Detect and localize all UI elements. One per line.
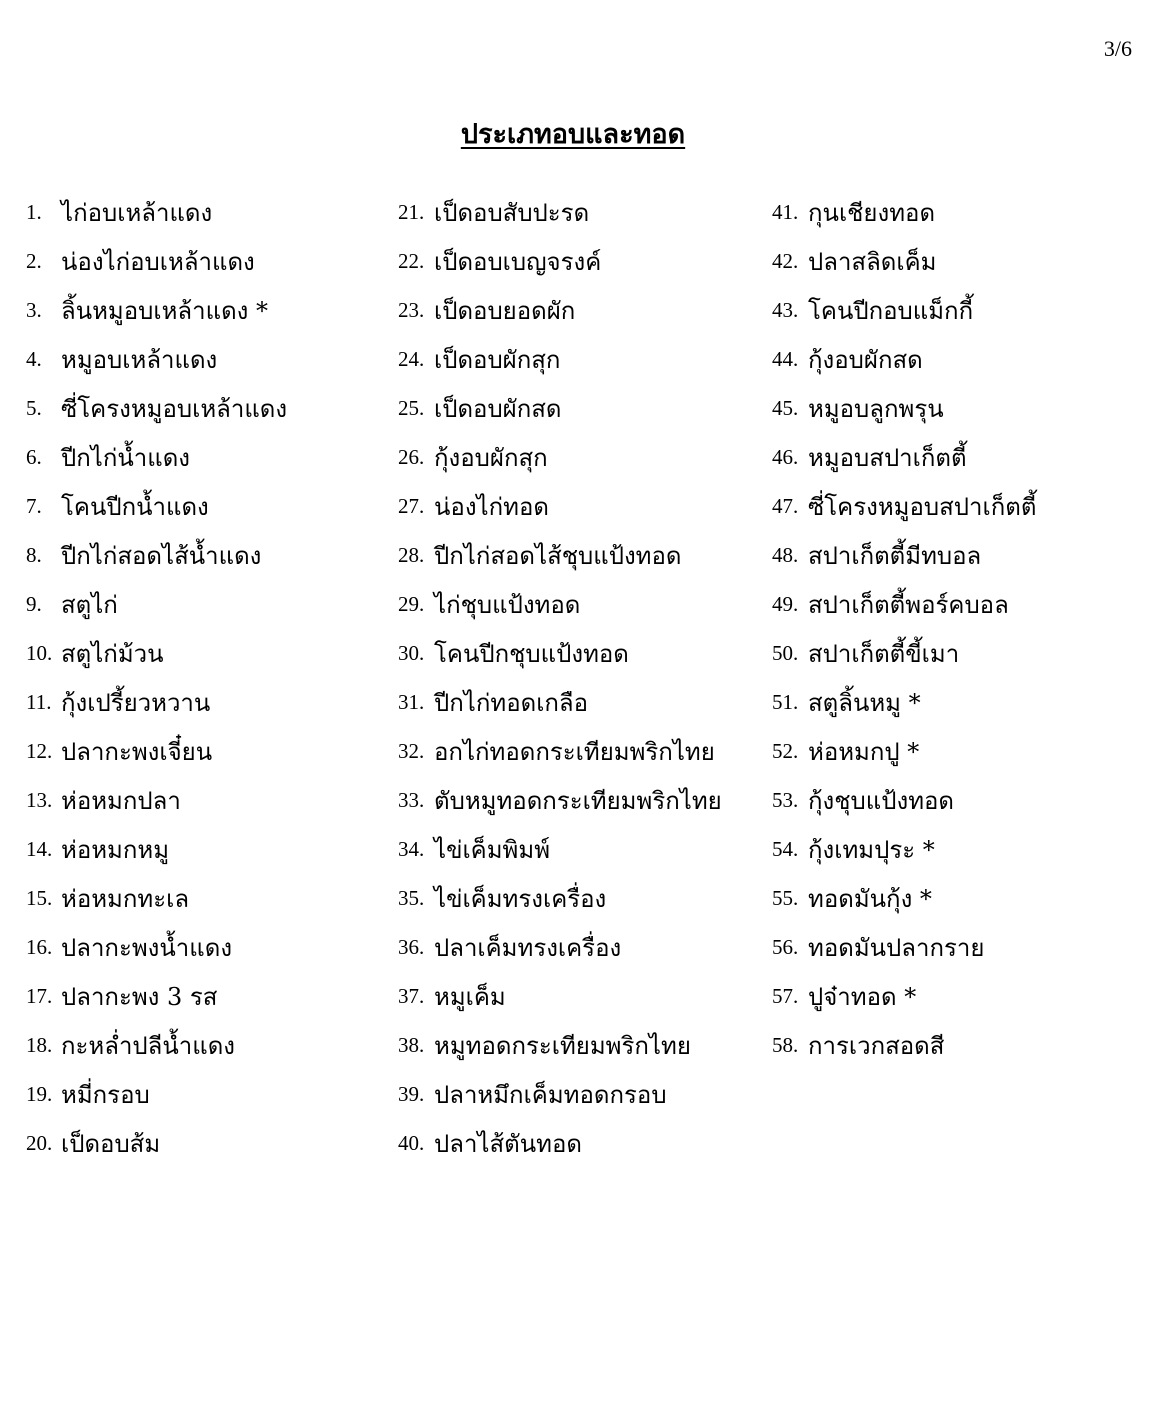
menu-item-number: 57.	[772, 984, 799, 1008]
menu-item-name: เป็ดอบสับปะรด	[434, 199, 590, 227]
menu-item-name: เป็ดอบผักสด	[434, 395, 562, 423]
menu-item	[772, 580, 1152, 629]
menu-item-name: ปลาสลิดเค็ม	[808, 248, 937, 276]
page-title: ประเภทอบและทอด	[460, 119, 686, 150]
menu-item	[772, 384, 1152, 433]
menu-item	[26, 335, 386, 384]
menu-item	[772, 825, 1152, 874]
menu-item-name: ห่อหมกปลา	[61, 787, 181, 815]
menu-item-number: 27.	[398, 494, 425, 518]
menu-item	[26, 727, 386, 776]
menu-item-number: 21.	[398, 200, 425, 224]
menu-item	[26, 1070, 386, 1119]
menu-item	[398, 286, 758, 335]
menu-item-name: เป็ดอบยอดผัก	[434, 297, 576, 325]
menu-item-number: 45.	[772, 396, 799, 420]
menu-item	[398, 1070, 758, 1119]
menu-item-name: ปลาหมึกเค็มทอดกรอบ	[434, 1081, 667, 1109]
menu-item-number: 2.	[26, 249, 42, 273]
menu-item-name: สปาเก็ตตี้พอร์คบอล	[808, 591, 1009, 619]
menu-item-name: ซี่โครงหมูอบเหล้าแดง	[61, 395, 288, 423]
menu-item-number: 50.	[772, 641, 799, 665]
menu-item	[398, 874, 758, 923]
menu-item	[772, 874, 1152, 923]
menu-item-number: 11.	[26, 690, 52, 714]
menu-item-number: 36.	[398, 935, 425, 959]
menu-item-name: สปาเก็ตตี้มีทบอล	[808, 542, 982, 570]
menu-item-number: 58.	[772, 1033, 799, 1057]
menu-item-name: หมูอบลูกพรุน	[808, 395, 944, 423]
menu-item-name: น่องไก่ทอด	[434, 493, 549, 521]
menu-item	[398, 972, 758, 1021]
menu-item-number: 23.	[398, 298, 425, 322]
menu-item	[772, 482, 1152, 531]
menu-item	[26, 237, 386, 286]
menu-item-number: 30.	[398, 641, 425, 665]
menu-item-name: โคนปีกน้ำแดง	[61, 493, 209, 521]
menu-item	[398, 482, 758, 531]
menu-item	[772, 188, 1152, 237]
menu-item	[772, 923, 1152, 972]
menu-item-name: ปลากะพงน้ำแดง	[61, 934, 233, 962]
menu-item-number: 28.	[398, 543, 425, 567]
menu-item-number: 18.	[26, 1033, 53, 1057]
menu-item-name: หมูอบสปาเก็ตตี้	[808, 444, 967, 472]
menu-item-name: ไข่เค็มทรงเครื่อง	[434, 885, 607, 913]
menu-item-number: 42.	[772, 249, 799, 273]
menu-item-name: ลิ้นหมูอบเหล้าแดง *	[61, 297, 269, 325]
menu-item-name: เป็ดอบผักสุก	[434, 346, 561, 374]
menu-item-number: 39.	[398, 1082, 425, 1106]
menu-item-number: 33.	[398, 788, 425, 812]
menu-item-number: 46.	[772, 445, 799, 469]
menu-item	[772, 433, 1152, 482]
menu-item	[26, 1119, 386, 1168]
menu-item-number: 22.	[398, 249, 425, 273]
menu-item-number: 10.	[26, 641, 53, 665]
menu-item	[398, 629, 758, 678]
menu-item-name: ปลากะพงเจี๋ยน	[61, 738, 213, 766]
menu-item	[398, 1021, 758, 1070]
menu-item-number: 47.	[772, 494, 799, 518]
menu-item-number: 20.	[26, 1131, 53, 1155]
menu-item	[772, 776, 1152, 825]
menu-item-number: 41.	[772, 200, 799, 224]
menu-item-name: โคนปีกชุบแป้งทอด	[434, 640, 629, 668]
menu-item-number: 56.	[772, 935, 799, 959]
menu-item-name: กุ้งเทมปุระ *	[808, 836, 935, 864]
menu-item-name: ไข่เค็มพิมพ์	[434, 836, 551, 864]
menu-item-name: สตูไก่ม้วน	[61, 640, 164, 668]
menu-item	[398, 335, 758, 384]
menu-item-name: ไก่อบเหล้าแดง	[61, 199, 213, 227]
menu-item-name: อกไก่ทอดกระเทียมพริกไทย	[434, 738, 715, 766]
menu-item-name: การเวกสอดสี	[808, 1032, 945, 1060]
menu-item-number: 13.	[26, 788, 53, 812]
menu-item-name: ปลาไส้ตันทอด	[434, 1130, 582, 1158]
menu-item-number: 3.	[26, 298, 42, 322]
menu-item-name: ปีกไก่น้ำแดง	[61, 444, 191, 472]
menu-item	[398, 923, 758, 972]
menu-item-name: ห่อหมกปู *	[808, 738, 920, 766]
menu-item	[26, 1021, 386, 1070]
menu-item	[26, 188, 386, 237]
menu-item	[26, 580, 386, 629]
menu-column-3	[772, 188, 1152, 1070]
menu-item-name: ทอดมันกุ้ง *	[808, 885, 932, 913]
menu-item	[26, 874, 386, 923]
menu-item-name: ห่อหมกทะเล	[61, 885, 190, 913]
menu-column-1	[26, 188, 386, 1168]
menu-item-name: โคนปีกอบแม็กกี้	[808, 297, 974, 325]
menu-item-name: กุ้งอบผักสด	[808, 346, 923, 374]
menu-item	[26, 972, 386, 1021]
menu-item-name: สตูไก่	[61, 591, 118, 619]
menu-item	[772, 629, 1152, 678]
menu-item-name: หมี่กรอบ	[61, 1081, 150, 1109]
page-number: 3/6	[1103, 36, 1132, 61]
menu-item-number: 16.	[26, 935, 53, 959]
menu-item-number: 15.	[26, 886, 53, 910]
menu-item	[398, 727, 758, 776]
menu-item-name: หมูทอดกระเทียมพริกไทย	[434, 1032, 691, 1060]
menu-item-number: 37.	[398, 984, 425, 1008]
menu-item-name: เป็ดอบเบญจรงค์	[434, 248, 602, 276]
menu-item-name: กุ้งชุบแป้งทอด	[808, 787, 955, 815]
menu-item-number: 14.	[26, 837, 53, 861]
menu-item-name: หมูเค็ม	[434, 983, 506, 1011]
menu-item-name: ไก่ชุบแป้งทอด	[434, 591, 581, 619]
menu-item-number: 51.	[772, 690, 799, 714]
menu-item-number: 1.	[26, 200, 42, 224]
menu-item	[772, 286, 1152, 335]
menu-item-name: กุ้งเปรี้ยวหวาน	[61, 689, 211, 717]
menu-item-name: ทอดมันปลากราย	[808, 934, 985, 962]
menu-item-number: 9.	[26, 592, 42, 616]
menu-item	[26, 384, 386, 433]
menu-item	[26, 286, 386, 335]
menu-item	[772, 237, 1152, 286]
menu-item-number: 12.	[26, 739, 53, 763]
menu-item	[772, 972, 1152, 1021]
menu-item-name: กุ้งอบผักสุก	[434, 444, 548, 472]
menu-item	[398, 531, 758, 580]
menu-item	[26, 482, 386, 531]
menu-item	[772, 335, 1152, 384]
menu-item-name: กะหล่ำปลีน้ำแดง	[61, 1032, 236, 1060]
menu-item-number: 19.	[26, 1082, 53, 1106]
menu-item	[772, 1021, 1152, 1070]
menu-item-name: เป็ดอบส้ม	[61, 1130, 161, 1158]
menu-item-number: 5.	[26, 396, 42, 420]
menu-item-number: 7.	[26, 494, 42, 518]
menu-item-number: 6.	[26, 445, 42, 469]
menu-item-number: 55.	[772, 886, 799, 910]
menu-item-name: ห่อหมกหมู	[61, 836, 170, 864]
menu-item	[26, 678, 386, 727]
menu-column-2	[398, 188, 758, 1168]
menu-item-number: 43.	[772, 298, 799, 322]
menu-item	[398, 678, 758, 727]
menu-item-name: สตูลิ้นหมู *	[808, 689, 921, 717]
menu-item-number: 35.	[398, 886, 425, 910]
menu-item-number: 44.	[772, 347, 799, 371]
menu-item	[398, 384, 758, 433]
menu-item-number: 8.	[26, 543, 42, 567]
menu-item	[398, 1119, 758, 1168]
menu-item-number: 49.	[772, 592, 799, 616]
menu-item	[772, 531, 1152, 580]
menu-item	[398, 776, 758, 825]
menu-item-number: 32.	[398, 739, 425, 763]
menu-item	[772, 678, 1152, 727]
menu-item-name: กุนเชียงทอด	[808, 199, 936, 227]
menu-item-name: ตับหมูทอดกระเทียมพริกไทย	[434, 787, 722, 815]
menu-item-number: 29.	[398, 592, 425, 616]
menu-item-name: ปีกไก่ทอดเกลือ	[434, 689, 589, 717]
menu-item-number: 40.	[398, 1131, 425, 1155]
menu-item	[398, 237, 758, 286]
menu-item-number: 25.	[398, 396, 425, 420]
menu-item	[398, 188, 758, 237]
menu-item	[26, 825, 386, 874]
menu-item-number: 34.	[398, 837, 425, 861]
menu-item-number: 24.	[398, 347, 425, 371]
menu-item-number: 52.	[772, 739, 799, 763]
menu-item-number: 53.	[772, 788, 799, 812]
menu-item	[398, 580, 758, 629]
menu-item	[398, 433, 758, 482]
menu-item-number: 54.	[772, 837, 799, 861]
menu-item	[26, 629, 386, 678]
menu-item	[26, 531, 386, 580]
menu-item	[26, 923, 386, 972]
menu-item-number: 4.	[26, 347, 42, 371]
menu-item	[772, 727, 1152, 776]
menu-item	[26, 776, 386, 825]
menu-item-name: ปลาเค็มทรงเครื่อง	[434, 934, 622, 962]
menu-item-name: น่องไก่อบเหล้าแดง	[61, 248, 255, 276]
menu-item-name: หมูอบเหล้าแดง	[61, 346, 218, 374]
menu-item-name: ปูจ๋าทอด *	[808, 983, 917, 1011]
menu-item-name: ซี่โครงหมูอบสปาเก็ตตี้	[808, 493, 1037, 521]
menu-item-name: ปีกไก่สอดไส้ชุบแป้งทอด	[434, 542, 682, 570]
menu-item-number: 31.	[398, 690, 425, 714]
menu-item-number: 48.	[772, 543, 799, 567]
menu-item-number: 26.	[398, 445, 425, 469]
menu-item-number: 17.	[26, 984, 53, 1008]
menu-item	[398, 825, 758, 874]
menu-item-name: สปาเก็ตตี้ขี้เมา	[808, 640, 960, 668]
menu-columns	[0, 188, 1160, 1188]
menu-item	[26, 433, 386, 482]
menu-item-name: ปีกไก่สอดไส้น้ำแดง	[61, 542, 262, 570]
menu-item-number: 38.	[398, 1033, 425, 1057]
menu-item-name: ปลากะพง 3 รส	[61, 983, 218, 1011]
